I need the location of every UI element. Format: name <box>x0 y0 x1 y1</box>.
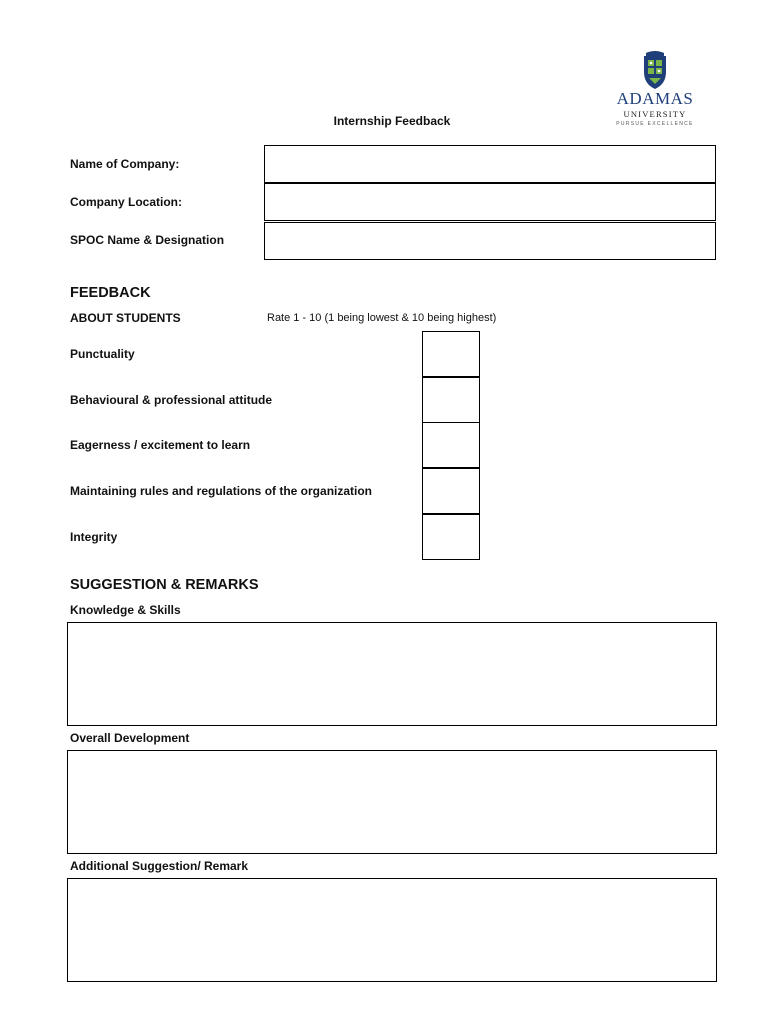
criterion-punctuality-label: Punctuality <box>70 347 135 361</box>
feedback-heading: FEEDBACK <box>70 285 151 301</box>
logo-subtitle: UNIVERSITY <box>623 109 687 119</box>
logo-name: ADAMAS <box>616 89 694 108</box>
company-name-label: Name of Company: <box>70 157 180 171</box>
eagerness-rating-box[interactable] <box>422 422 480 468</box>
criterion-rules-label: Maintaining rules and regulations of the organization <box>70 484 373 498</box>
overall-development-label: Overall Development <box>70 731 190 745</box>
rating-scale-note: Rate 1 - 10 (1 being lowest & 10 being highest) <box>267 312 497 324</box>
spoc-name-field[interactable] <box>264 222 716 260</box>
shield-crest-icon <box>640 50 670 90</box>
criterion-attitude-label: Behavioural & professional attitude <box>70 393 273 407</box>
additional-suggestion-label: Additional Suggestion/ Remark <box>70 859 249 873</box>
university-logo <box>608 50 702 132</box>
rules-rating-box[interactable] <box>422 468 480 514</box>
form-title: Internship Feedback <box>333 114 451 128</box>
remarks-heading: SUGGESTION & REMARKS <box>70 577 259 593</box>
criterion-eagerness-label: Eagerness / excitement to learn <box>70 438 251 452</box>
knowledge-skills-textarea[interactable] <box>67 622 717 726</box>
criterion-integrity-label: Integrity <box>70 530 118 544</box>
spoc-name-label: SPOC Name & Designation <box>70 233 225 247</box>
punctuality-rating-box[interactable] <box>422 331 480 377</box>
company-name-field[interactable] <box>264 145 716 183</box>
additional-suggestion-textarea[interactable] <box>67 878 717 982</box>
about-students-heading: ABOUT STUDENTS <box>70 311 181 325</box>
knowledge-skills-label: Knowledge & Skills <box>70 603 181 617</box>
logo-tagline: PURSUE EXCELLENCE <box>616 121 694 127</box>
overall-development-textarea[interactable] <box>67 750 717 854</box>
integrity-rating-box[interactable] <box>422 514 480 560</box>
attitude-rating-box[interactable] <box>422 377 480 423</box>
company-location-label: Company Location: <box>70 195 183 209</box>
company-location-field[interactable] <box>264 183 716 221</box>
